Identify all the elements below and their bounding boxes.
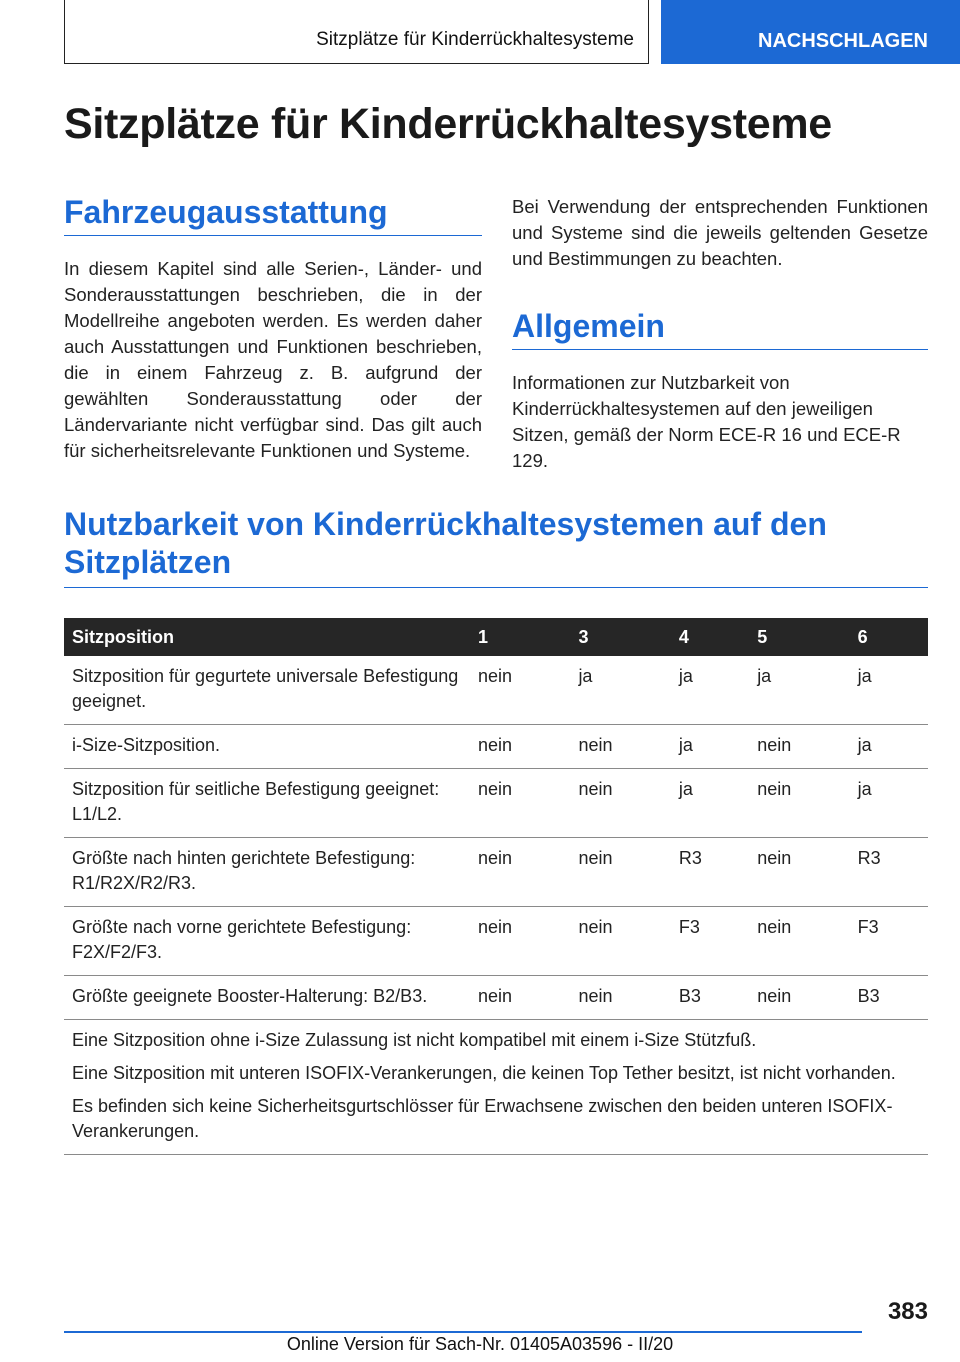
table-cell: nein bbox=[749, 769, 849, 838]
table-row bbox=[64, 838, 928, 907]
table-notes bbox=[64, 1020, 928, 1155]
table-cell: B3 bbox=[671, 976, 749, 1020]
table-cell: Sitzposition für seitliche Befestigung geeignet: L1/L2. bbox=[64, 769, 470, 838]
header-section-title-text: Sitzplätze für Kinderrückhaltesysteme bbox=[316, 29, 634, 50]
table-cell: nein bbox=[749, 838, 849, 907]
online-version-footer: Online Version für Sach-Nr. 01405A03596 - II/20 bbox=[286, 1334, 674, 1354]
table-cell: ja bbox=[749, 656, 849, 725]
table-row bbox=[64, 976, 928, 1020]
seat-position-table bbox=[64, 618, 928, 1155]
table-cell: ja bbox=[671, 725, 749, 769]
table-row bbox=[64, 656, 928, 725]
table-cell: nein bbox=[570, 907, 670, 976]
table-cell: Größte nach hinten gerichtete Befestigung: R1/R2X/R2/R3. bbox=[64, 838, 470, 907]
table-cell: Größte geeignete Booster-Halterung: B2/B3. bbox=[64, 976, 470, 1020]
table-cell: nein bbox=[570, 769, 670, 838]
table-cell: nein bbox=[470, 769, 570, 838]
heading-nutzbarkeit: Nutzbarkeit von Kinderrückhaltesystemen auf den Sitzplätzen bbox=[64, 505, 928, 588]
table-cell: Größte nach vorne gerichtete Befestigung: F2X/F2/F3. bbox=[64, 907, 470, 976]
table-cell: nein bbox=[570, 725, 670, 769]
paragraph-verwendung: Bei Verwendung der entsprechenden Funktionen und Systeme sind die jeweils geltenden Gesetze und Bestimmungen zu beachten. bbox=[512, 196, 928, 269]
table-cell: R3 bbox=[671, 838, 749, 907]
table-cell: R3 bbox=[850, 838, 928, 907]
paragraph-allgemein: Informationen zur Nutzbarkeit von Kinderrückhaltesystemen auf den jeweiligen Sitzen, gemäß der Norm ECE-R 16 und ECE-R 129. bbox=[512, 372, 901, 471]
table-cell: ja bbox=[570, 656, 670, 725]
table-header-cell: 5 bbox=[749, 618, 849, 656]
footer-divider bbox=[64, 1331, 862, 1333]
table-cell: nein bbox=[749, 725, 849, 769]
table-cell: nein bbox=[470, 976, 570, 1020]
table-cell: nein bbox=[570, 976, 670, 1020]
table-header-cell: 6 bbox=[850, 618, 928, 656]
table-note: Eine Sitzposition mit unteren ISOFIX-Verankerungen, die keinen Top Tether besitzt, ist nicht vorhanden. bbox=[72, 1063, 896, 1083]
header-chapter-tab[interactable] bbox=[661, 0, 960, 64]
table-cell: B3 bbox=[850, 976, 928, 1020]
table-row bbox=[64, 769, 928, 838]
table-cell: Sitzposition für gegurtete universale Befestigung geeignet. bbox=[64, 656, 470, 725]
table-cell: nein bbox=[470, 907, 570, 976]
table-cell: ja bbox=[671, 656, 749, 725]
table-cell: nein bbox=[470, 838, 570, 907]
table-cell: F3 bbox=[850, 907, 928, 976]
header-section-title bbox=[64, 0, 649, 64]
table-cell: ja bbox=[850, 769, 928, 838]
table-cell: nein bbox=[749, 976, 849, 1020]
table-cell: ja bbox=[671, 769, 749, 838]
table-note: Es befinden sich keine Sicherheitsgurtschlösser für Erwachsene zwischen den beiden unteren ISOFIX-Verankerungen. bbox=[72, 1096, 893, 1141]
table-cell: nein bbox=[470, 656, 570, 725]
table-row bbox=[64, 725, 928, 769]
table-header-row bbox=[64, 618, 928, 656]
table-header-cell: 1 bbox=[470, 618, 570, 656]
table-cell: F3 bbox=[671, 907, 749, 976]
heading-fahrzeugausstattung: Fahrzeugausstattung bbox=[64, 194, 482, 236]
table-note: Eine Sitzposition ohne i-Size Zulassung ist nicht kompatibel mit einem i-Size Stützfuß. bbox=[72, 1030, 757, 1050]
page-title: Sitzplätze für Kinderrückhaltesysteme bbox=[64, 100, 832, 148]
table-header-cell: 4 bbox=[671, 618, 749, 656]
table-cell: ja bbox=[850, 656, 928, 725]
table-cell: ja bbox=[850, 725, 928, 769]
table-header-cell: 3 bbox=[570, 618, 670, 656]
table-row bbox=[64, 907, 928, 976]
table-cell: nein bbox=[570, 838, 670, 907]
table-cell: i-Size-Sitzposition. bbox=[64, 725, 470, 769]
paragraph-fahrzeugausstattung: In diesem Kapitel sind alle Serien-, Länder- und Sonderausstattungen beschrieben, die in der Modellreihe angeboten werden. Es werden daher auch Ausstattungen und Funktionen beschrieben, die in einem Fahrzeug z. B. aufgrund der gewählten Sonderausstattung oder der Ländervariante nicht verfügbar sind. Das gilt auch für sicherheitsrelevante Funktionen und Systeme. bbox=[64, 258, 482, 461]
header-chapter-label: NACHSCHLAGEN bbox=[758, 30, 928, 52]
heading-allgemein: Allgemein bbox=[512, 308, 928, 350]
page-number: 383 bbox=[887, 1298, 928, 1325]
table-cell: nein bbox=[470, 725, 570, 769]
table-notes-row bbox=[64, 1020, 928, 1155]
table-header-cell: Sitzposition bbox=[64, 618, 470, 656]
table-cell: nein bbox=[749, 907, 849, 976]
